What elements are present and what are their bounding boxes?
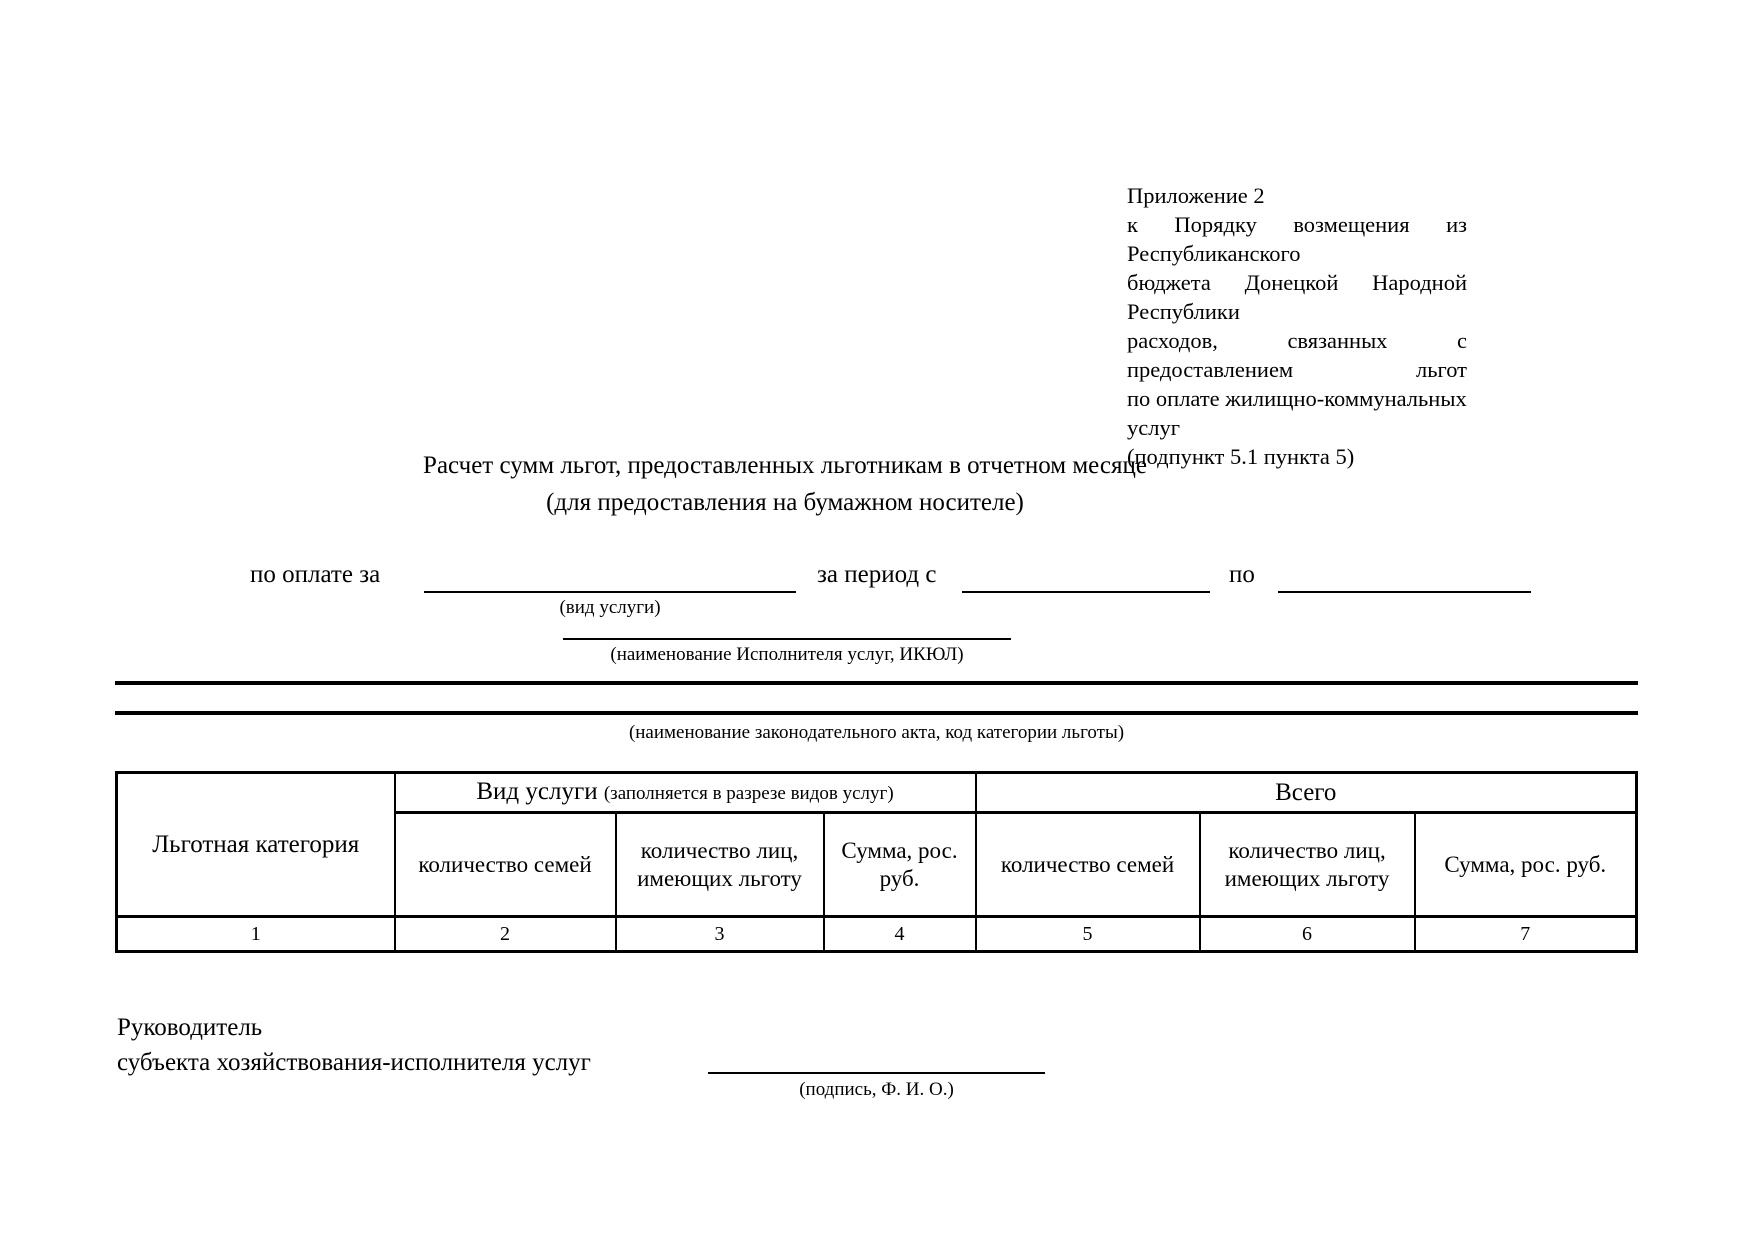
- document-title: [115, 447, 1455, 521]
- group-header-service-note: (заполняется в разрезе видов услуг): [603, 782, 894, 804]
- legal-act-caption: (наименование законодательного акта, код категории льготы): [628, 722, 1125, 743]
- appendix-line: к Порядку возмещения из Республиканского: [1127, 212, 1467, 266]
- col-number: 2: [395, 917, 616, 952]
- signer-position-line-2: субъекта хозяйствования-исполнителя услуг: [117, 1049, 591, 1076]
- col-number: 4: [824, 917, 976, 952]
- service-type-blank-field[interactable]: [424, 560, 796, 593]
- col-number: 7: [1415, 917, 1637, 952]
- col-header-families-count-service: количество семей: [395, 813, 616, 917]
- col-header-families-count-total: количество семей: [976, 813, 1200, 917]
- appendix-line: по оплате жилищно-коммунальных услуг: [1127, 386, 1467, 440]
- col-number: 3: [616, 917, 824, 952]
- title-line-1: Расчет сумм льгот, предоставленных льготникам в отчетном месяце: [423, 452, 1147, 479]
- service-type-caption: (вид услуги): [559, 597, 661, 618]
- col-header-sum-total: Сумма, рос. руб.: [1415, 813, 1637, 917]
- appendix-line: бюджета Донецкой Народной Республики: [1127, 270, 1467, 324]
- payment-prefix-label: по оплате за: [250, 561, 381, 588]
- col-number: 1: [117, 917, 395, 952]
- col-number: 5: [976, 917, 1200, 952]
- executor-name-caption: (наименование Исполнителя услуг, ИКЮЛ): [610, 644, 964, 665]
- signature-caption: (подпись, Ф. И. О.): [799, 1079, 954, 1100]
- signer-position-line-1: Руководитель: [117, 1014, 263, 1041]
- col-header-category: Льготная категория: [117, 773, 395, 917]
- col-number: 6: [1200, 917, 1415, 952]
- appendix-line: Приложение 2: [1127, 183, 1265, 208]
- legal-act-blank-line-2[interactable]: [115, 711, 1638, 715]
- col-header-persons-count-service: количество лиц, имеющих льготу: [616, 813, 824, 917]
- period-to-blank-field[interactable]: [1278, 560, 1531, 593]
- appendix-line: расходов, связанных с предоставлением льгот: [1127, 328, 1467, 382]
- group-header-service-type: [395, 773, 976, 813]
- group-header-total: Всего: [976, 773, 1637, 813]
- col-header-sum-service: Сумма, рос. руб.: [824, 813, 976, 917]
- appendix-block: [1127, 181, 1467, 471]
- legal-act-blank-line-1[interactable]: [115, 681, 1638, 685]
- executor-name-blank-field[interactable]: [563, 608, 1011, 640]
- title-line-2: (для предоставления на бумажном носителе): [546, 489, 1024, 516]
- group-header-service-title: Вид услуги: [476, 777, 604, 805]
- benefits-table: [115, 771, 1638, 953]
- appendix-line: (подпункт 5.1 пункта 5): [1127, 444, 1355, 469]
- period-to-label: по: [1229, 561, 1255, 588]
- period-from-label: за период с: [817, 561, 937, 588]
- period-from-blank-field[interactable]: [962, 560, 1210, 593]
- col-header-persons-count-total: количество лиц, имеющих льготу: [1200, 813, 1415, 917]
- signature-blank-field[interactable]: [708, 1043, 1045, 1074]
